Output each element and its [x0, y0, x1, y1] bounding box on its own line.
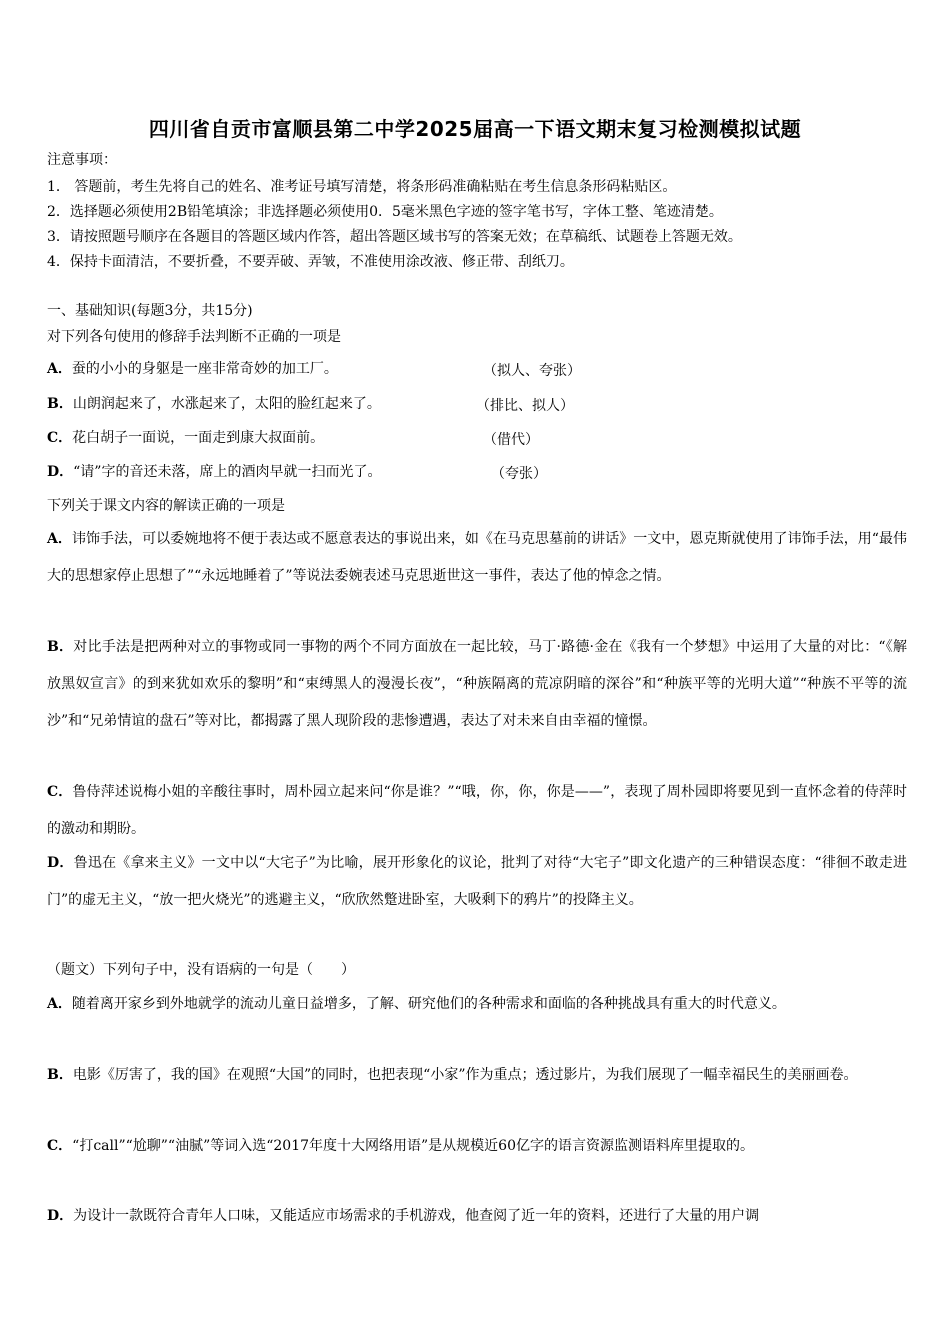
q2-option-c [47, 774, 907, 848]
section-heading: 一、基础知识(每题3分，共15分) [47, 303, 253, 319]
option-text: 对比手法是把两种对立的事物或同一事物的两个不同方面放在一起比较，马丁·路德·金在《我有一个梦想》中运用了大量的对比：“《解放黑奴宣言》的到来犹如欢乐的黎明”和“束缚黑人的漫漫长夜”，“种族隔离的荒凉阴暗的深谷”和“种族平等的光明大道”“种族不平等的流沙”和“兄弟情谊的盘石”等对比，都揭露了黑人现阶段的悲惨遭遇，表达了对未来自由幸福的憧憬。 [47, 639, 907, 729]
q2-option-d [47, 845, 907, 919]
option-label: C． [47, 430, 73, 446]
option-label: D． [47, 855, 74, 871]
option-text: 鲁侍萍述说梅小姐的辛酸往事时，周朴园立起来问“你是谁？”“哦，你，你，你是——”，表现了周朴园即将要见到一直怀念着的侍萍时的激动和期盼。 [47, 784, 907, 837]
q1-option-c-note: （借代） [483, 432, 539, 448]
option-label: C． [47, 784, 73, 800]
option-text: 电影《厉害了，我的国》在观照“大国”的同时，也把表现“小家”作为重点；透过影片，为我们展现了一幅幸福民生的美丽画卷。 [72, 1067, 858, 1083]
option-text: 花白胡子一面说，一面走到康大叔面前。 [72, 430, 325, 446]
notice-item-2: 2．选择题必须使用2B铅笔填涂；非选择题必须使用0．5毫米黑色字迹的签字笔书写，字体工整、笔迹清楚。 [47, 204, 723, 220]
q1-option-d [47, 463, 381, 481]
option-text: 讳饰手法，可以委婉地将不便于表达或不愿意表达的事说出来，如《在马克思墓前的讲话》一文中，恩克斯就使用了讳饰手法，用“最伟大的思想家停止思想了”“永远地睡着了”等说法委婉表述马克思逝世这一事件，表达了他的悼念之情。 [47, 531, 907, 584]
q1-option-d-note: （夸张） [491, 466, 547, 482]
option-label: A． [47, 361, 72, 377]
option-label: B． [47, 639, 74, 655]
q3-option-c [47, 1128, 907, 1165]
option-label: B． [47, 1067, 73, 1083]
q1-option-a-note: （拟人、夸张） [483, 363, 581, 379]
q1-option-a [47, 360, 338, 378]
option-label: C． [47, 1138, 73, 1154]
notice-item-1: 1． 答题前，考生先将自己的姓名、准考证号填写清楚，将条形码准确粘贴在考生信息条形码粘贴区。 [47, 179, 677, 195]
option-text: 鲁迅在《拿来主义》一文中以“大宅子”为比喻，展开形象化的议论，批判了对待“大宅子”即文化遗产的三种错误态度：“徘徊不敢走进门”的虚无主义，“放一把火烧光”的逃避主义，“欣欣然蹩进卧室，大吸剩下的鸦片”的投降主义。 [47, 855, 908, 908]
option-text: “打call”“尬聊”“油腻”等词入选“2017年度十大网络用语”是从规模近60亿字的语言资源监测语料库里提取的。 [72, 1138, 754, 1154]
q3-option-d [47, 1198, 907, 1235]
q2-stem: 下列关于课文内容的解读正确的一项是 [47, 498, 285, 514]
option-text: 随着离开家乡到外地就学的流动儿童日益增多，了解、研究他们的各种需求和面临的各种挑战具有重大的时代意义。 [71, 996, 786, 1012]
option-label: B． [47, 396, 73, 412]
option-text: 蚕的小小的身躯是一座非常奇妙的加工厂。 [71, 361, 338, 377]
notice-item-3: 3．请按照题号顺序在各题目的答题区域内作答，超出答题区域书写的答案无效；在草稿纸、试题卷上答题无效。 [47, 229, 742, 245]
page-title: 四川省自贡市富顺县第二中学2025届高一下语文期末复习检测模拟试题 [148, 117, 802, 141]
option-text: 山朗润起来了，水涨起来了，太阳的脸红起来了。 [72, 396, 381, 412]
option-label: A． [47, 996, 72, 1012]
option-label: D． [47, 1208, 74, 1224]
q1-option-b-note: （排比、拟人） [476, 398, 574, 414]
q1-option-b [47, 395, 381, 413]
q2-option-a [47, 521, 907, 595]
q1-stem: 对下列各句使用的修辞手法判断不正确的一项是 [47, 329, 341, 345]
q3-stem: （题文）下列句子中，没有语病的一句是（ ） [47, 962, 355, 978]
q1-option-c [47, 429, 324, 447]
q3-option-b [47, 1057, 907, 1094]
notice-item-4: 4．保持卡面清洁，不要折叠，不要弄破、弄皱，不准使用涂改液、修正带、刮纸刀。 [47, 254, 574, 270]
option-text: “请”字的音还未落，席上的酒肉早就一扫而光了。 [73, 464, 382, 480]
notice-heading: 注意事项： [47, 152, 117, 168]
q2-option-b [47, 629, 907, 740]
q3-option-a [47, 986, 907, 1023]
option-label: A． [47, 531, 72, 547]
option-label: D． [47, 464, 74, 480]
option-text: 为设计一款既符合青年人口味，又能适应市场需求的手机游戏，他查阅了近一年的资料，还进行了大量的用户调 [73, 1208, 760, 1224]
